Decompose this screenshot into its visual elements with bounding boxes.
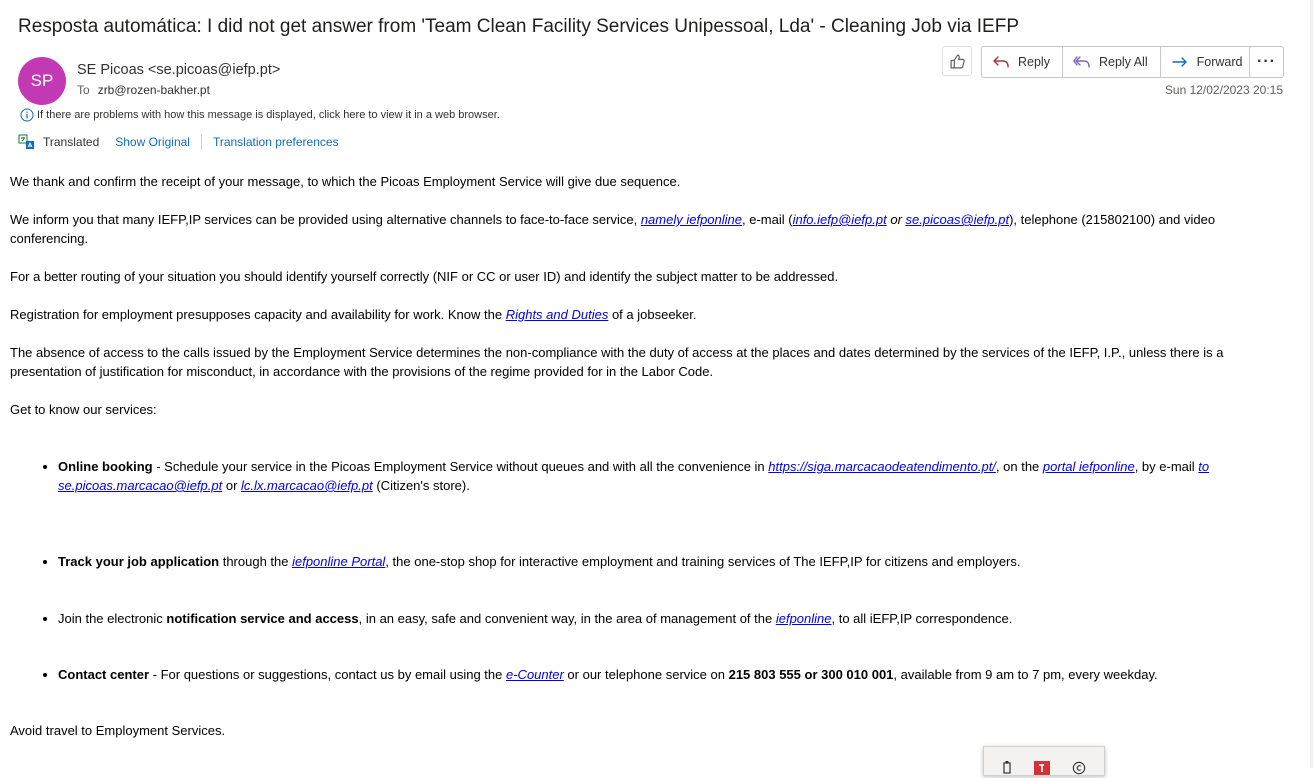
thumbs-up-icon bbox=[949, 53, 966, 70]
sender-name[interactable]: SE Picoas <se.picoas@iefp.pt> bbox=[77, 62, 281, 78]
show-original-link[interactable]: Show Original bbox=[115, 135, 190, 149]
translated-status: Translated bbox=[43, 135, 100, 149]
more-actions-button[interactable] bbox=[1249, 46, 1284, 78]
info-icon bbox=[20, 108, 34, 122]
info-bar-text[interactable]: If there are problems with how this message is displayed, click here to view it in a web browser. bbox=[37, 109, 500, 121]
info-email-link[interactable]: info.iefp@iefp.pt bbox=[792, 212, 887, 227]
translation-bar bbox=[18, 134, 339, 150]
like-button[interactable] bbox=[942, 46, 972, 76]
portal-iefponline-link[interactable]: portal iefponline bbox=[1042, 459, 1135, 474]
recipient-address[interactable]: zrb@rozen-bakher.pt bbox=[97, 83, 210, 97]
info-bar[interactable] bbox=[20, 108, 500, 122]
ellipsis-icon: ··· bbox=[1257, 53, 1276, 70]
siga-link[interactable]: https://siga.marcacaodeatendimento.pt/ bbox=[768, 459, 996, 474]
body-paragraph: We inform you that many IEFP,IP services can be provided using alternative channels to face-to-face service, namely iefponline, e-mail (info.iefp@iefp.pt or se.picoas@iefp.pt), telephone (215802100) and video conferencing. bbox=[10, 212, 1216, 246]
rights-duties-link[interactable]: Rights and Duties bbox=[505, 307, 609, 322]
reply-label: Reply bbox=[1018, 55, 1050, 69]
body-paragraph: The absence of access to the calls issued by the Employment Service determines the non-compliance with the duty of access at the places and dates determined by the services of the IEFP, I.P., unless there is a presentation of justification for misconduct, in accordance with the provisions of the regime provided for in the Labor Code. bbox=[10, 345, 1224, 379]
reply-button[interactable] bbox=[982, 47, 1063, 77]
picoas-marcacao-link[interactable]: to se.picoas.marcacao@iefp.pt bbox=[58, 459, 1210, 493]
pdf-icon[interactable] bbox=[1034, 761, 1050, 775]
translate-icon bbox=[18, 134, 36, 150]
list-item: • Online booking - Schedule your service in the Picoas Employment Service without queues and with all the convenience in https://siga.marcacaodeatendimento.pt/, on the portal iefponline, by e-mail to se.picoas.marcacao@iefp.pt or lc.lx.marcacao@iefp.pt (Citizen's store). bbox=[58, 457, 1280, 495]
reply-icon bbox=[992, 54, 1010, 70]
forward-button[interactable] bbox=[1161, 47, 1255, 77]
iefponline-link-2[interactable]: iefponline bbox=[775, 611, 832, 626]
sender-avatar[interactable]: SP bbox=[18, 57, 66, 105]
to-label: To bbox=[77, 83, 90, 97]
iefponline-portal-link[interactable]: iefponline Portal bbox=[292, 554, 386, 569]
forward-label: Forward bbox=[1196, 55, 1243, 69]
email-subject: Resposta automática: I did not get answer from 'Team Clean Facility Services Unipessoal, Lda' - Cleaning Job via IEFP bbox=[18, 16, 1019, 37]
reply-all-button[interactable] bbox=[1063, 47, 1161, 77]
divider bbox=[201, 134, 202, 150]
body-paragraph: Avoid travel to Employment Services. bbox=[10, 723, 226, 738]
translation-preferences-link[interactable]: Translation preferences bbox=[212, 135, 339, 149]
reply-all-label: Reply All bbox=[1098, 55, 1148, 69]
message-body bbox=[10, 172, 1280, 759]
message-actions bbox=[981, 46, 1255, 78]
e-counter-link[interactable]: e-Counter bbox=[506, 667, 564, 682]
iefponline-link[interactable]: namely iefponline bbox=[640, 212, 743, 227]
sent-date: Sun 12/02/2023 20:15 bbox=[1164, 83, 1283, 97]
picoas-email-link[interactable]: se.picoas@iefp.pt bbox=[905, 212, 1010, 227]
services-list bbox=[10, 457, 1280, 684]
list-item: • Contact center - For questions or suggestions, contact us by email using the e-Counter or our telephone service on 215 803 555 or 300 010 001, available from 9 am to 7 pm, every weekday. bbox=[58, 665, 1280, 684]
floating-toolbar bbox=[983, 746, 1105, 776]
body-paragraph: We thank and confirm the receipt of your message, to which the Picoas Employment Service will give due sequence. bbox=[10, 174, 681, 189]
list-item: • Join the electronic notification service and access, in an easy, safe and convenient way, in the area of management of the iefponline, to all iEFP,IP correspondence. bbox=[58, 609, 1280, 628]
list-item: • Track your job application through the iefponline Portal, the one-stop shop for interactive employment and training services of The IEFP,IP for citizens and employers. bbox=[58, 552, 1280, 571]
usb-icon[interactable] bbox=[1001, 761, 1013, 775]
copyright-icon[interactable] bbox=[1071, 761, 1087, 775]
body-paragraph: Registration for employment presupposes capacity and availability for work. Know the Rights and Duties of a jobseeker. bbox=[10, 307, 697, 322]
forward-arrow-icon bbox=[1171, 54, 1189, 70]
reply-all-icon bbox=[1073, 54, 1091, 70]
lx-marcacao-link[interactable]: lc.lx.marcacao@iefp.pt bbox=[241, 478, 373, 493]
body-paragraph: For a better routing of your situation you should identify yourself correctly (NIF or CC or user ID) and identify the subject matter to be addressed. bbox=[10, 269, 839, 284]
recipients-line bbox=[77, 83, 210, 97]
body-paragraph: Get to know our services: bbox=[10, 402, 157, 417]
